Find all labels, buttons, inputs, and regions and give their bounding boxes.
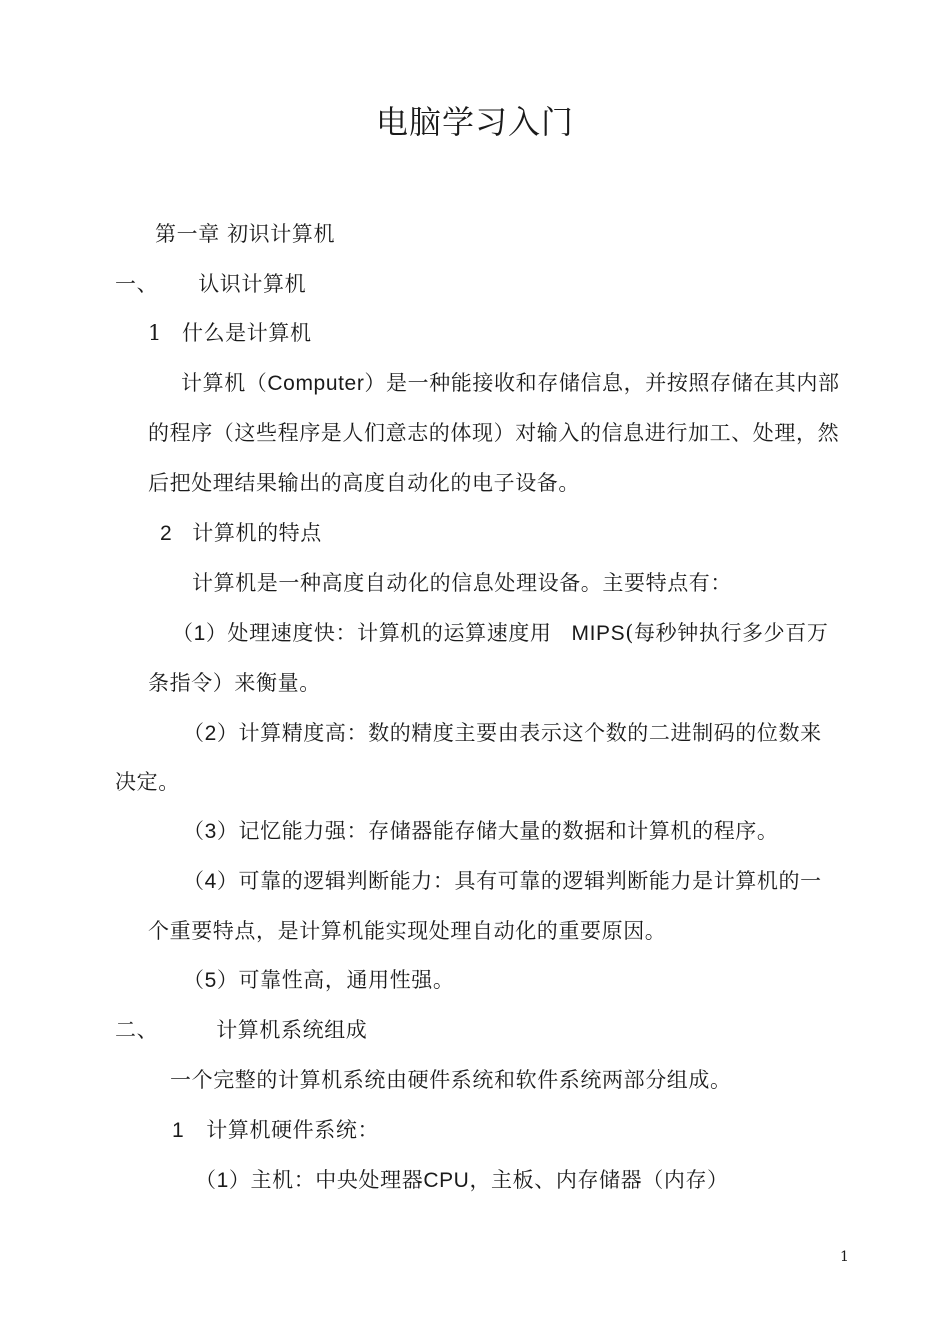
paragraph-text: ）是一种能接收和存储信息，并按照存储在其内部 [364,371,840,395]
paragraph-term: Computer [267,372,365,395]
section-two-heading [115,1014,367,1046]
list-item-term: MIPS [571,622,626,645]
list-item-line: （1）主机：中央处理器CPU，主板、内存储器（内存） [195,1168,729,1192]
paragraph-line: 的程序（这些程序是人们意志的体现）对输入的信息进行加工、处理，然 [148,421,840,445]
list-item-line: 条指令）来衡量。 [148,671,321,695]
paragraph-line [181,367,840,400]
paragraph-line: 后把处理结果输出的高度自动化的电子设备。 [148,471,580,495]
list-item-text: (每秒钟执行多少百万 [625,621,829,645]
list-item-line: （3）记忆能力强：存储器能存储大量的数据和计算机的程序。 [183,819,779,843]
section-one-title: 认识计算机 [198,272,307,296]
subsection-one-number: 1 [148,321,162,345]
section-one-heading [115,268,306,300]
list-item-text: 主机：中央处理器 [250,1168,424,1192]
list-item-line: （4）可靠的逻辑判断能力：具有可靠的逻辑判断能力是计算机的一 [183,869,822,893]
subsection-two-number: 2 [160,522,173,545]
list-item-text: 计算精度高：数的精度主要由表示这个数的二进制码的位数来 [238,721,822,745]
list-item-number: 2 [204,722,217,745]
paragraph-text: 计算机（ [181,371,268,395]
list-item-text: ，主板、内存储器（内存） [469,1168,729,1192]
list-item-number: 5 [204,969,217,992]
list-item-line: （5）可靠性高，通用性强。 [183,968,455,992]
subsection-three-number: 1 [172,1119,185,1142]
list-item-line: （2）计算精度高：数的精度主要由表示这个数的二进制码的位数来 [183,721,822,745]
section-two-number: 二、 [115,1018,159,1042]
list-item-text: 记忆能力强：存储器能存储大量的数据和计算机的程序。 [238,819,779,843]
subsection-one-title: 什么是计算机 [181,321,312,345]
subsection-two-title: 计算机的特点 [192,521,322,545]
list-item-number: 1 [216,1169,229,1192]
subsection-two-heading [160,517,322,550]
list-item-term: CPU [423,1169,470,1192]
subsection-three-heading [172,1114,379,1147]
document-title: 电脑学习入门 [375,103,574,141]
list-item-line: 个重要特点，是计算机能实现处理自动化的重要原因。 [148,919,667,943]
list-item-number: 4 [204,870,217,893]
paragraph-line: 一个完整的计算机系统由硬件系统和软件系统两部分组成。 [170,1068,732,1092]
subsection-one-heading [148,317,312,349]
list-item-text: 可靠的逻辑判断能力：具有可靠的逻辑判断能力是计算机的一 [238,869,822,893]
list-item-number: 3 [204,820,217,843]
subsection-three-title: 计算机硬件系统： [206,1118,380,1142]
page-number: 1 [840,1249,849,1265]
section-one-number: 一、 [115,272,159,296]
list-item-line: 决定。 [115,770,180,794]
list-item-number: 1 [193,622,206,645]
section-two-title: 计算机系统组成 [216,1018,368,1042]
list-item-text: 处理速度快：计算机的运算速度用 [227,621,552,645]
chapter-heading: 第一章 初识计算机 [155,222,336,246]
list-item-line: （1）处理速度快：计算机的运算速度用 MIPS(每秒钟执行多少百万 [172,621,829,645]
list-item-text: 可靠性高，通用性强。 [238,968,455,992]
paragraph-line: 计算机是一种高度自动化的信息处理设备。主要特点有： [192,571,732,595]
